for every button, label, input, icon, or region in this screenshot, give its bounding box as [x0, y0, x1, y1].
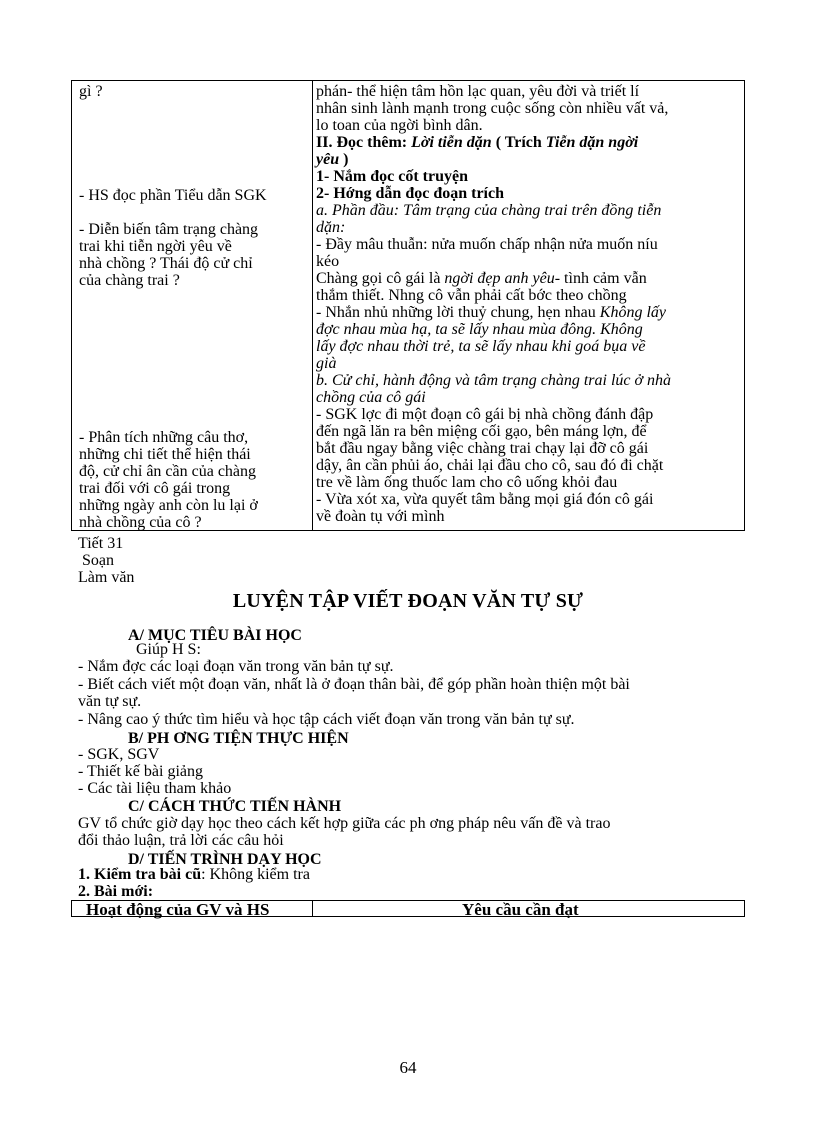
column-divider — [312, 81, 313, 530]
section-a-item: văn tự sự. — [78, 693, 142, 710]
section-b-heading: B/ PH ƠNG TIỆN THỰC HIỆN — [128, 730, 349, 747]
left-cell-4: - Phân tích những câu thơ, những chi tiết thể hiện thái độ, cử chỉ ân cần của chàng trai đối với cô gái trong những ngày anh còn lu lại ở nhà chồng của cô ? — [79, 429, 258, 531]
page-number: 64 — [399, 1058, 417, 1077]
column-divider — [312, 901, 313, 916]
prep-label: Soạn — [82, 552, 114, 569]
section-a-item: - Biết cách viết một đoạn văn, nhất là ở đoạn thân bài, để góp phần hoàn thiện một bài — [78, 676, 630, 693]
col-header-activities: Hoạt động của GV và HS — [86, 900, 270, 919]
section-b-item: - Thiết kế bài giảng — [78, 763, 203, 780]
section-a-sub: Giúp H S: — [136, 641, 201, 658]
page-title: LUYỆN TẬP VIẾT ĐOẠN VĂN TỰ SỰ — [232, 590, 584, 612]
section-b-item: - Các tài liệu tham khảo — [78, 780, 232, 797]
subheading-2: 2- Hớng dẫn đọc đoạn trích — [316, 185, 504, 202]
section-a-heading: A/ MỤC TIÊU BÀI HỌC — [128, 627, 302, 644]
section-c-line: đổi thảo luận, trả lời các câu hỏi — [78, 832, 284, 849]
section-a-item: - Nâng cao ý thức tìm hiểu và học tập cách viết đoạn văn trong văn bản tự sự. — [78, 711, 575, 728]
section-b-item: - SGK, SGV — [78, 746, 160, 763]
section-c-heading: C/ CÁCH THỨC TIẾN HÀNH — [128, 798, 342, 815]
section-d-heading: D/ TIẾN TRÌNH DẠY HỌC — [128, 851, 322, 868]
section-ii-heading: II. Đọc thêm: Lời tiễn dặn ( Trích Tiễn dặn ngời — [316, 134, 639, 151]
subject-label: Làm văn — [78, 569, 135, 586]
lesson-table — [71, 80, 745, 531]
col-header-requirements: Yêu cầu cần đạt — [462, 900, 579, 919]
left-cell-2: - HS đọc phần Tiểu dẫn SGK — [79, 187, 267, 204]
section-d-line-1: 1. Kiểm tra bài cũ: Không kiểm tra — [78, 866, 310, 883]
left-cell-3: - Diễn biến tâm trạng chàng trai khi tiễn ngời yêu về nhà chồng ? Thái độ cử chỉ của chàng trai ? — [79, 221, 259, 289]
section-d-line-2: 2. Bài mới: — [78, 883, 154, 900]
activity-table-header — [71, 900, 745, 917]
right-column: phán- thể hiện tâm hồn lạc quan, yêu đời và triết lí nhân sinh lành mạnh trong cuộc sống còn nhiều vất vả, lo toan của ngời bình dân. II. Đọc thêm: Lời tiễn dặn ( Trích Tiễn dặn ngời yêu ) 1- Nắm đọc cốt truyện 2- Hớng dẫn đọc đoạn trích a. Phần đầu: Tâm trạng của chàng trai trên đồng tiễn dặn: - Đầy mâu thuẫn: nửa muốn chấp nhận nửa muốn níu kéo Chàng gọi cô gái là ngời đẹp anh yêu- tình cảm vẫn thắm thiết. Nhng cô vẫn phải cất bớc theo chồng - Nhắn nhủ những lời thuỷ chung, hẹn nhau Không lấy đợc nhau mùa hạ, ta sẽ lấy nhau mùa đông. Không lấy đợc nhau thời trẻ, ta sẽ lấy nhau khi goá bụa về già b. Cử chỉ, hành động và tâm trạng chàng trai lúc ở nhà chồng của cô gái - SGK lợc đi một đoạn cô gái bị nhà chồng đánh đập đến ngã lăn ra bên miệng cối gạo, bên máng lợn, để bắt đầu ngay bằng việc chàng trai chạy lại đỡ cô gái dậy, ân cần phủi áo, chải lại đầu cho cô, sau đó đi chặt tre về làm ống thuốc lam cho cô uống khỏi đau - Vừa xót xa, vừa quyết tâm bằng mọi giá đón cô gái về đoàn tụ với mình — [316, 83, 740, 525]
lesson-number: Tiết 31 — [78, 535, 124, 552]
section-c-line: GV tổ chức giờ dạy học theo cách kết hợp giữa các ph ơng pháp nêu vấn đề và trao — [78, 815, 611, 832]
subheading-1: 1- Nắm đọc cốt truyện — [316, 168, 468, 185]
section-a-item: - Nắm đợc các loại đoạn văn trong văn bản tự sự. — [78, 658, 394, 675]
left-cell-1: gì ? — [79, 83, 103, 100]
